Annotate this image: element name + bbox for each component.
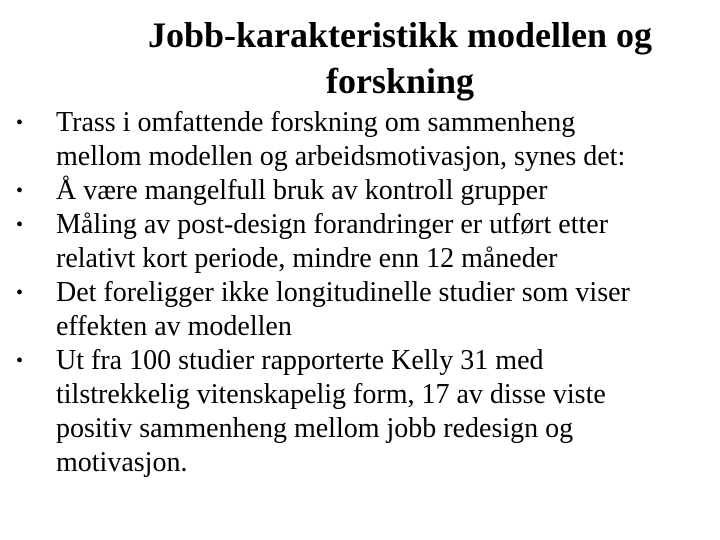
bullet-1-line-1: Trass i omfattende forskning om sammenheng: [56, 107, 576, 138]
bullet-1-line-2: mellom modellen og arbeidsmotivasjon, synes det:: [56, 141, 626, 172]
bullet-item-4: [0, 276, 720, 344]
bullet-item-1: [0, 106, 720, 174]
bullet-list: [0, 106, 720, 480]
slide-title-line-2: forskning: [325, 61, 475, 101]
bullet-5-line-4: motivasjon.: [56, 447, 188, 478]
slide-title-line-1: Jobb-karakteristikk modellen og: [147, 15, 653, 55]
bullet-3-line-1: Måling av post-design forandringer er utført etter: [56, 209, 609, 240]
bullet-3-line-2: relativt kort periode, mindre enn 12 måneder: [56, 243, 558, 274]
slide-title: [40, 12, 720, 104]
bullet-item-2: [0, 174, 720, 208]
bullet-marker-5: •: [16, 350, 24, 372]
bullet-5-line-2: tilstrekkelig vitenskapelig form, 17 av disse viste: [56, 379, 606, 410]
bullet-4-line-1: Det foreligger ikke longitudinelle studier som viser: [56, 277, 630, 308]
bullet-item-5: [0, 344, 720, 480]
bullet-4-line-2: effekten av modellen: [56, 311, 292, 342]
bullet-5-line-1: Ut fra 100 studier rapporterte Kelly 31 med: [56, 345, 544, 376]
bullet-marker-2: •: [16, 180, 24, 202]
bullet-marker-4: •: [16, 282, 24, 304]
bullet-2-line-1: Å være mangelfull bruk av kontroll grupper: [56, 175, 548, 206]
bullet-marker-3: •: [16, 214, 24, 236]
bullet-5-line-3: positiv sammenheng mellom jobb redesign og: [56, 413, 574, 444]
bullet-marker-1: •: [16, 112, 24, 134]
bullet-item-3: [0, 208, 720, 276]
